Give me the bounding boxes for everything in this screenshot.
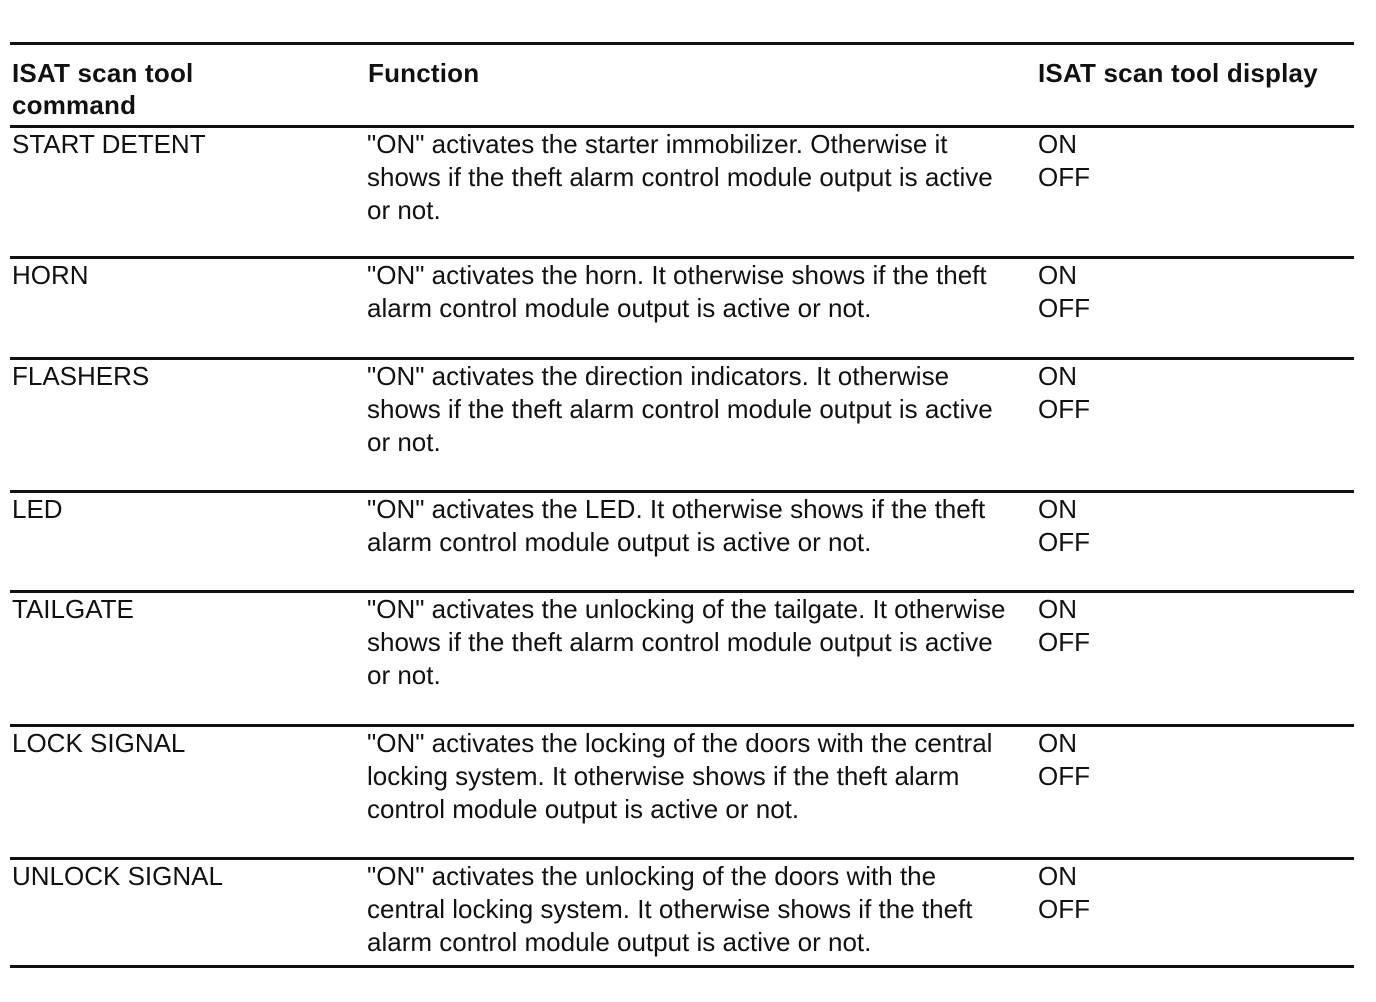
- display-off: OFF: [1038, 394, 1090, 424]
- row-function: "ON" activates the unlocking of the doors with the central locking system. It otherwise shows if the theft alarm control module output is active or not.: [367, 861, 973, 957]
- display-off: OFF: [1038, 527, 1090, 557]
- header-command-line1: ISAT scan tool: [12, 58, 194, 88]
- row-command: LED: [12, 494, 63, 524]
- row-display: [1038, 860, 1338, 926]
- display-on: ON: [1038, 260, 1077, 290]
- row-command: HORN: [12, 260, 89, 290]
- table-row: [10, 490, 1354, 590]
- row-function: "ON" activates the LED. It otherwise shows if the theft alarm control module output is active or not.: [367, 494, 986, 557]
- row-display: [1038, 493, 1338, 559]
- row-function: "ON" activates the direction indicators. It otherwise shows if the theft alarm control module output is active or not.: [367, 361, 993, 457]
- header-command-line2: command: [12, 90, 137, 120]
- display-on: ON: [1038, 494, 1077, 524]
- table-row: [10, 256, 1354, 357]
- table-header: [10, 45, 1354, 125]
- display-on: ON: [1038, 861, 1077, 891]
- row-function: "ON" activates the locking of the doors with the central locking system. It otherwise shows if the theft alarm control module output is active or not.: [367, 728, 993, 824]
- display-on: ON: [1038, 129, 1077, 159]
- display-off: OFF: [1038, 293, 1090, 323]
- row-function: "ON" activates the horn. It otherwise shows if the theft alarm control module output is active or not.: [367, 260, 987, 323]
- header-command: [12, 57, 193, 121]
- row-command: UNLOCK SIGNAL: [12, 861, 223, 891]
- row-function: "ON" activates the starter immobilizer. Otherwise it shows if the theft alarm control module output is active or not.: [367, 129, 993, 225]
- table-bottom-rule: [10, 965, 1354, 968]
- row-command: START DETENT: [12, 129, 206, 159]
- row-display: [1038, 593, 1338, 659]
- row-function: "ON" activates the unlocking of the tailgate. It otherwise shows if the theft alarm control module output is active or not.: [367, 594, 1006, 690]
- table-row: [10, 590, 1354, 724]
- table-row: [10, 857, 1354, 965]
- display-on: ON: [1038, 728, 1077, 758]
- row-command: TAILGATE: [12, 594, 134, 624]
- display-off: OFF: [1038, 627, 1090, 657]
- table-row: [10, 357, 1354, 490]
- row-display: [1038, 727, 1338, 793]
- display-off: OFF: [1038, 162, 1090, 192]
- display-off: OFF: [1038, 894, 1090, 924]
- display-on: ON: [1038, 361, 1077, 391]
- display-on: ON: [1038, 594, 1077, 624]
- row-display: [1038, 360, 1338, 426]
- header-function: Function: [368, 58, 480, 88]
- table-row: [10, 724, 1354, 857]
- row-display: [1038, 128, 1338, 194]
- display-off: OFF: [1038, 761, 1090, 791]
- isat-command-table: [10, 42, 1354, 968]
- header-display: ISAT scan tool display: [1038, 58, 1318, 88]
- row-command: LOCK SIGNAL: [12, 728, 186, 758]
- table-row: [10, 125, 1354, 256]
- row-command: FLASHERS: [12, 361, 150, 391]
- row-display: [1038, 259, 1338, 325]
